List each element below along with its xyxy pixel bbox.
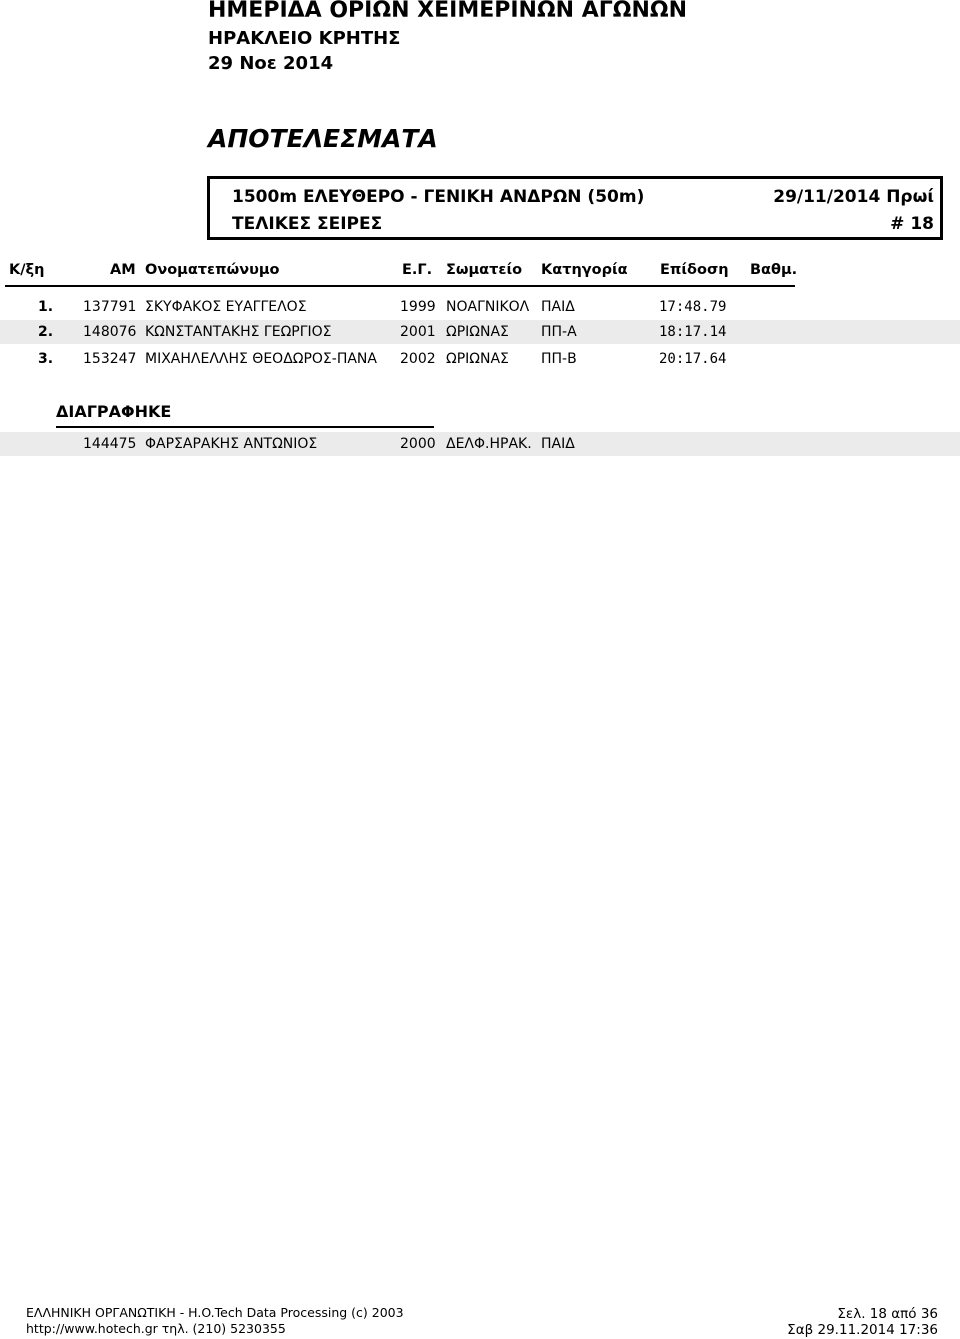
header-rule	[5, 285, 795, 287]
table-row	[0, 432, 960, 456]
column-header-year: Ε.Γ.	[402, 262, 433, 278]
column-header-name: Ονοματεπώνυμο	[145, 262, 280, 278]
birth-year: 2002	[400, 351, 436, 367]
column-header-category: Κατηγορία	[541, 262, 628, 278]
athlete-name: ΦΑΡΣΑΡΑΚΗΣ ΑΝΤΩΝΙΟΣ	[145, 436, 318, 452]
club: ΔΕΛΦ.ΗΡΑΚ.	[446, 436, 532, 452]
event-phase: ΤΕΛΙΚΕΣ ΣΕΙΡΕΣ	[232, 214, 383, 234]
time: 17:48.79	[659, 299, 727, 315]
category: ΠΑΙΔ	[541, 436, 575, 452]
results-title: ΑΠΟΤΕΛΕΣΜΑΤΑ	[208, 124, 438, 153]
event-number: # 18	[890, 214, 934, 234]
disqualified-rule	[56, 426, 434, 428]
athlete-id: 148076	[83, 324, 137, 340]
column-header-time: Επίδοση	[660, 262, 729, 278]
athlete-name: ΜΙΧΑΗΛΕΛΛΗΣ ΘΕΟΔΩΡΟΣ-ΠΑΝΑ	[145, 351, 377, 367]
athlete-id: 153247	[83, 351, 137, 367]
table-row	[0, 320, 960, 344]
birth-year: 2001	[400, 324, 436, 340]
column-header-club: Σωματείο	[446, 262, 523, 278]
category: ΠΠ-Α	[541, 324, 577, 340]
rank: 2.	[38, 324, 54, 340]
athlete-name: ΣΚΥΦΑΚΟΣ ΕΥΑΓΓΕΛΟΣ	[145, 299, 307, 315]
athlete-id: 144475	[83, 436, 137, 452]
time: 18:17.14	[659, 324, 727, 340]
category: ΠΠ-Β	[541, 351, 577, 367]
time: 20:17.64	[659, 351, 727, 367]
footer-page-number: Σελ. 18 από 36	[837, 1306, 938, 1322]
event-box	[207, 176, 943, 240]
meet-title: ΗΜΕΡΙΔΑ ΟΡΙΩΝ ΧΕΙΜΕΡΙΝΩΝ ΑΓΩΝΩΝ	[208, 0, 688, 23]
rank: 1.	[38, 299, 54, 315]
disqualified-title: ΔΙΑΓΡΑΦΗΚΕ	[56, 402, 172, 421]
birth-year: 1999	[400, 299, 436, 315]
column-header-rank: Κ/ξη	[9, 262, 45, 278]
athlete-id: 137791	[83, 299, 137, 315]
column-header-points: Βαθμ.	[750, 262, 798, 278]
footer-company: ΕΛΛΗΝΙΚΗ ΟΡΓΑΝΩΤΙΚΗ - H.O.Tech Data Processing (c) 2003	[26, 1305, 404, 1320]
column-header-am: ΑΜ	[110, 262, 136, 278]
club: ΩΡΙΩΝΑΣ	[446, 351, 509, 367]
footer-contact: http://www.hotech.gr τηλ. (210) 5230355	[26, 1321, 286, 1336]
footer-print-date: Σαβ 29.11.2014 17:36	[787, 1322, 938, 1338]
rank: 3.	[38, 351, 54, 367]
event-date-session: 29/11/2014 Πρωί	[773, 187, 934, 207]
club: ΝΟΑΓΝΙΚΟΛ	[446, 299, 530, 315]
table-row	[0, 347, 960, 371]
meet-venue: ΗΡΑΚΛΕΙΟ ΚΡΗΤΗΣ	[208, 28, 401, 49]
meet-date: 29 Νοε 2014	[208, 53, 334, 74]
birth-year: 2000	[400, 436, 436, 452]
athlete-name: ΚΩΝΣΤΑΝΤΑΚΗΣ ΓΕΩΡΓΙΟΣ	[145, 324, 332, 340]
table-row	[0, 295, 960, 319]
category: ΠΑΙΔ	[541, 299, 575, 315]
event-name: 1500m ΕΛΕΥΘΕΡΟ - ΓΕΝΙΚΗ ΑΝΔΡΩΝ (50m)	[232, 187, 645, 207]
club: ΩΡΙΩΝΑΣ	[446, 324, 509, 340]
